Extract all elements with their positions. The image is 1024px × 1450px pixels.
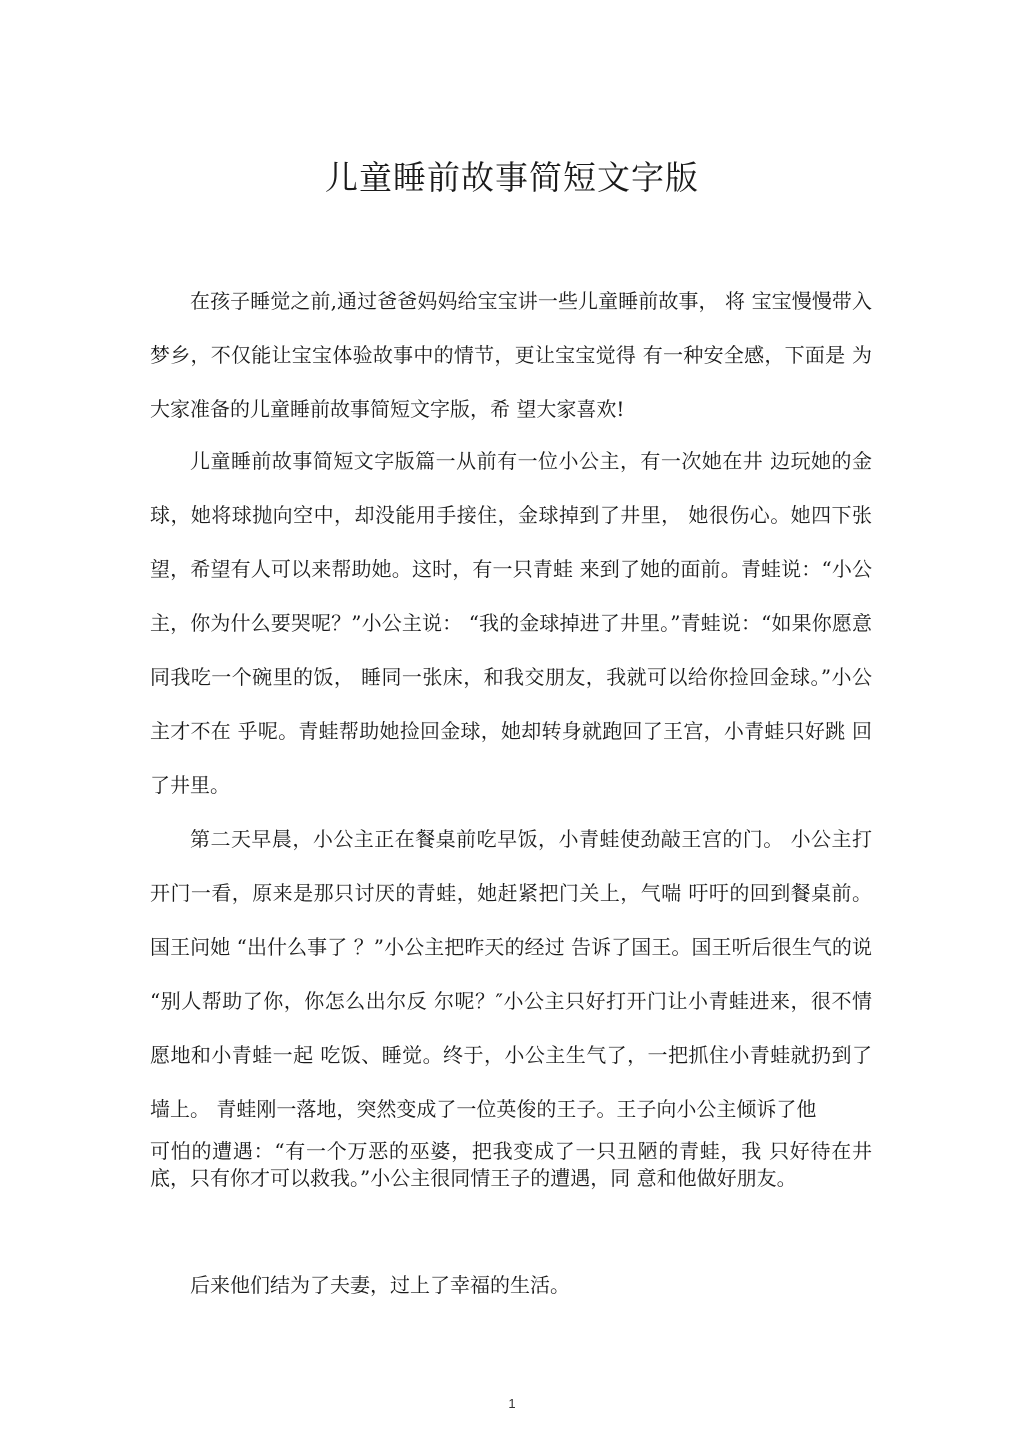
paragraph-intro: 在孩子睡觉之前,通过爸爸妈妈给宝宝讲一些儿童睡前故事， 将 宝宝慢慢带入梦乡，不仅能让宝宝体验故事中的情节，更让宝宝觉得 有一种安全感，下面是 为大家准备的儿童睡前故事简短文字版，希 望大家喜欢! xyxy=(150,289,872,421)
page-number: 1 xyxy=(508,1396,516,1411)
paragraph-closing: 后来他们结为了夫妻，过上了幸福的生活。 xyxy=(190,1273,570,1297)
paragraph-story-3: 可怕的遭遇：“有一个万恶的巫婆，把我变成了一只丑陋的青蛙，我 只好待在井底，只有你才可以救我。”小公主很同情王子的遭遇，同 意和他做好朋友。 xyxy=(150,1139,872,1190)
paragraph-block-intro xyxy=(150,274,872,436)
paragraph-story-1: 儿童睡前故事简短文字版篇一从前有一位小公主，有一次她在井 边玩她的金球，她将球抛向空中，却没能用手接住，金球掉到了井里， 她很伤心。她四下张望，希望有人可以来帮助她。这时，有一只青蛙 来到了她的面前。青蛙说：“小公主，你为什么要哭呢？”小公主说： “我的金球掉进了井里。”青蛙说：“如果你愿意同我吃一个碗里的饭， 睡同一张床，和我交朋友，我就可以给你捡回金球。”小公主才不在 乎呢。青蛙帮助她捡回金球，她却转身就跑回了王宫，小青蛙只好跳 回了井里。 xyxy=(150,449,872,797)
paragraph-block-story-2 xyxy=(150,812,872,1136)
paragraph-story-2: 第二天早晨，小公主正在餐桌前吃早饭，小青蛙使劲敲王宫的门。 小公主打开门一看，原来是那只讨厌的青蛙，她赶紧把门关上，气喘 吁吁的回到餐桌前。国王问她 “出什么事了 ？”小公主把昨天的经过 告诉了国王。国王听后很生气的说 “别人帮助了你，你怎么出尔反 尔呢？″小公主只好打开门让小青蛙进来，很不情愿地和小青蛙一起 吃饭、睡觉。终于，小公主生气了，一把抓住小青蛙就扔到了墙上。 青蛙刚一落地，突然变成了一位英俊的王子。王子向小公主倾诉了他 xyxy=(150,827,872,1121)
paragraph-block-story-1 xyxy=(150,434,872,812)
document-title: 儿童睡前故事简短文字版 xyxy=(325,158,699,197)
